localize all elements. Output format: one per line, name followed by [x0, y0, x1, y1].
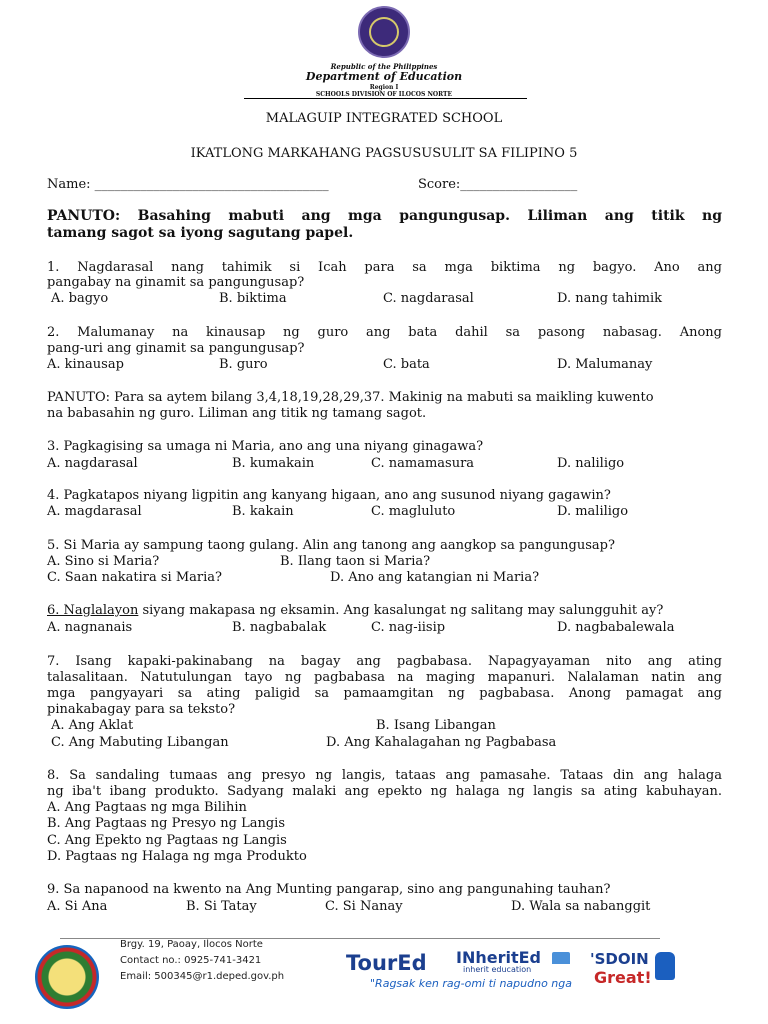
- footer-tagline: "Ragsak ken rag-omi ti napudno nga: [370, 977, 572, 990]
- question-7-line-2: talasalitaan. Natutulungan tayo ng pagbabasa na maging mapanuri. Nalalaman natin ang: [47, 670, 722, 685]
- instructions-line-2: tamang sagot sa iyong sagutang papel.: [47, 225, 354, 241]
- q3-option-b: B. kumakain: [232, 456, 315, 471]
- instructions-2-line-1: PANUTO: Para sa aytem bilang 3,4,18,19,28,29,37. Makinig na mabuti sa maikling kuwento: [47, 390, 654, 405]
- q7-option-a: A. Ang Aklat: [51, 718, 134, 733]
- q1-option-d: D. nang tahimik: [557, 291, 663, 306]
- question-8-line-2: ng iba't ibang produkto. Sadyang malaki ang epekto ng halaga ng langis sa ating kabuhayan.: [47, 784, 722, 799]
- q2-option-a: A. kinausap: [47, 357, 124, 372]
- q7-option-c: C. Ang Mabuting Libangan: [51, 735, 229, 750]
- question-7-line-4: pinakabagay para sa teksto?: [47, 702, 236, 717]
- book-icon: [552, 952, 570, 964]
- q4-option-b: B. kakain: [232, 504, 294, 519]
- header-divider: [244, 98, 527, 99]
- q1-option-a: A. bagyo: [51, 291, 109, 306]
- q8-option-d: D. Pagtaas ng Halaga ng mga Produkto: [47, 849, 307, 864]
- question-6: [47, 603, 722, 618]
- q5-option-a: A. Sino si Maria?: [47, 554, 160, 569]
- great-logo: Great!: [594, 968, 652, 987]
- question-6-text: siyang makapasa ng eksamin. Ang kasalungat ng salitang may salungguhit ay?: [138, 603, 664, 618]
- q5-option-b: B. Ilang taon si Maria?: [280, 554, 431, 569]
- score-field: Score:__________________: [418, 177, 578, 192]
- q3-option-d: D. naliligo: [557, 456, 625, 471]
- q3-option-a: A. nagdarasal: [47, 456, 138, 471]
- question-8-line-1: 8. Sa sandaling tumaas ang presyo ng langis, tataas ang pamasahe. Tataas din ang halaga: [47, 768, 722, 783]
- sdoin-logo: 'SDOIN: [590, 950, 649, 968]
- q9-option-b: B. Si Tatay: [186, 899, 257, 914]
- inherited-subtitle: inherit education: [463, 965, 532, 974]
- q5-option-c: C. Saan nakatira si Maria?: [47, 570, 223, 585]
- q4-option-d: D. maliligo: [557, 504, 629, 519]
- q6-option-d: D. nagbabalewala: [557, 620, 675, 635]
- question-5: 5. Si Maria ay sampung taong gulang. Alin ang tanong ang aangkop sa pangungusap?: [47, 538, 615, 553]
- footer-email: Email: 500345@r1.deped.gov.ph: [120, 971, 285, 982]
- q7-option-b: B. Isang Libangan: [376, 718, 496, 733]
- q9-option-c: C. Si Nanay: [325, 899, 403, 914]
- instructions-2-line-2: na babasahin ng guro. Liliman ang titik ng tamang sagot.: [47, 406, 427, 421]
- school-seal-logo: [35, 945, 99, 1009]
- question-7-line-3: mga pangyayari sa ating paligid sa pamaamgitan ng pagbabasa. Anong pamagat ang: [47, 686, 722, 701]
- underlined-word: 6. Naglalayon: [47, 603, 139, 618]
- name-field: Name: ____________________________________: [47, 177, 329, 192]
- region-line: Region I: [369, 84, 399, 91]
- footer-contact: Contact no.: 0925-741-3421: [120, 955, 262, 966]
- exam-title: IKATLONG MARKAHANG PAGSUSUSULIT SA FILIPINO 5: [190, 146, 578, 161]
- q2-option-b: B. guro: [219, 357, 268, 372]
- q6-option-a: A. nagnanais: [47, 620, 133, 635]
- q4-option-a: A. magdarasal: [47, 504, 142, 519]
- q6-option-c: C. nag-iisip: [371, 620, 446, 635]
- q2-option-d: D. Malumanay: [557, 357, 653, 372]
- q8-option-a: A. Ang Pagtaas ng mga Bilihin: [47, 800, 247, 815]
- q3-option-c: C. namamasura: [371, 456, 475, 471]
- q2-option-c: C. bata: [383, 357, 430, 372]
- inherited-logo: INheritEd: [456, 948, 541, 967]
- q4-option-c: C. magluluto: [371, 504, 456, 519]
- footer-address: Brgy. 19, Paoay, Ilocos Norte: [120, 939, 263, 950]
- q1-option-c: C. nagdarasal: [383, 291, 474, 306]
- question-1-line-2: pangabay na ginamit sa pangungusap?: [47, 275, 305, 290]
- question-9: 9. Sa napanood na kwento na Ang Munting pangarap, sino ang pangunahing tauhan?: [47, 882, 611, 897]
- question-7-line-1: 7. Isang kapaki-pakinabang na bagay ang pagbabasa. Napagyayaman nito ang ating: [47, 654, 722, 669]
- question-2-line-2: pang-uri ang ginamit sa pangungusap?: [47, 341, 305, 356]
- q9-option-a: A. Si Ana: [47, 899, 108, 914]
- question-1-line-1: 1. Nagdarasal nang tahimik si Icah para sa mga biktima ng bagyo. Ano ang: [47, 260, 722, 275]
- deped-seal-logo: [358, 6, 410, 58]
- instructions-line-1: PANUTO: Basahing mabuti ang mga pangungusap. Liliman ang titik ng: [47, 208, 722, 224]
- question-4: 4. Pagkatapos niyang ligpitin ang kanyang higaan, ano ang susunod niyang gagawin?: [47, 488, 611, 503]
- school-name: MALAGUIP INTEGRATED SCHOOL: [265, 111, 503, 126]
- division-line: SCHOOLS DIVISION OF ILOCOS NORTE: [315, 91, 453, 98]
- thumbs-up-icon: [655, 952, 675, 980]
- q1-option-b: B. biktima: [219, 291, 287, 306]
- q9-option-d: D. Wala sa nabanggit: [511, 899, 651, 914]
- q6-option-b: B. nagbabalak: [232, 620, 327, 635]
- q8-option-b: B. Ang Pagtaas ng Presyo ng Langis: [47, 816, 285, 831]
- question-3: 3. Pagkagising sa umaga ni Maria, ano ang una niyang ginagawa?: [47, 439, 484, 454]
- q7-option-d: D. Ang Kahalagahan ng Pagbabasa: [326, 735, 557, 750]
- q5-option-d: D. Ano ang katangian ni Maria?: [330, 570, 540, 585]
- q8-option-c: C. Ang Epekto ng Pagtaas ng Langis: [47, 833, 287, 848]
- toured-logo: TourEd: [346, 951, 427, 975]
- department-line: Department of Education: [305, 70, 463, 83]
- republic-line: Republic of the Philippines: [330, 62, 438, 71]
- question-2-line-1: 2. Malumanay na kinausap ng guro ang bata dahil sa pasong nabasag. Anong: [47, 325, 722, 340]
